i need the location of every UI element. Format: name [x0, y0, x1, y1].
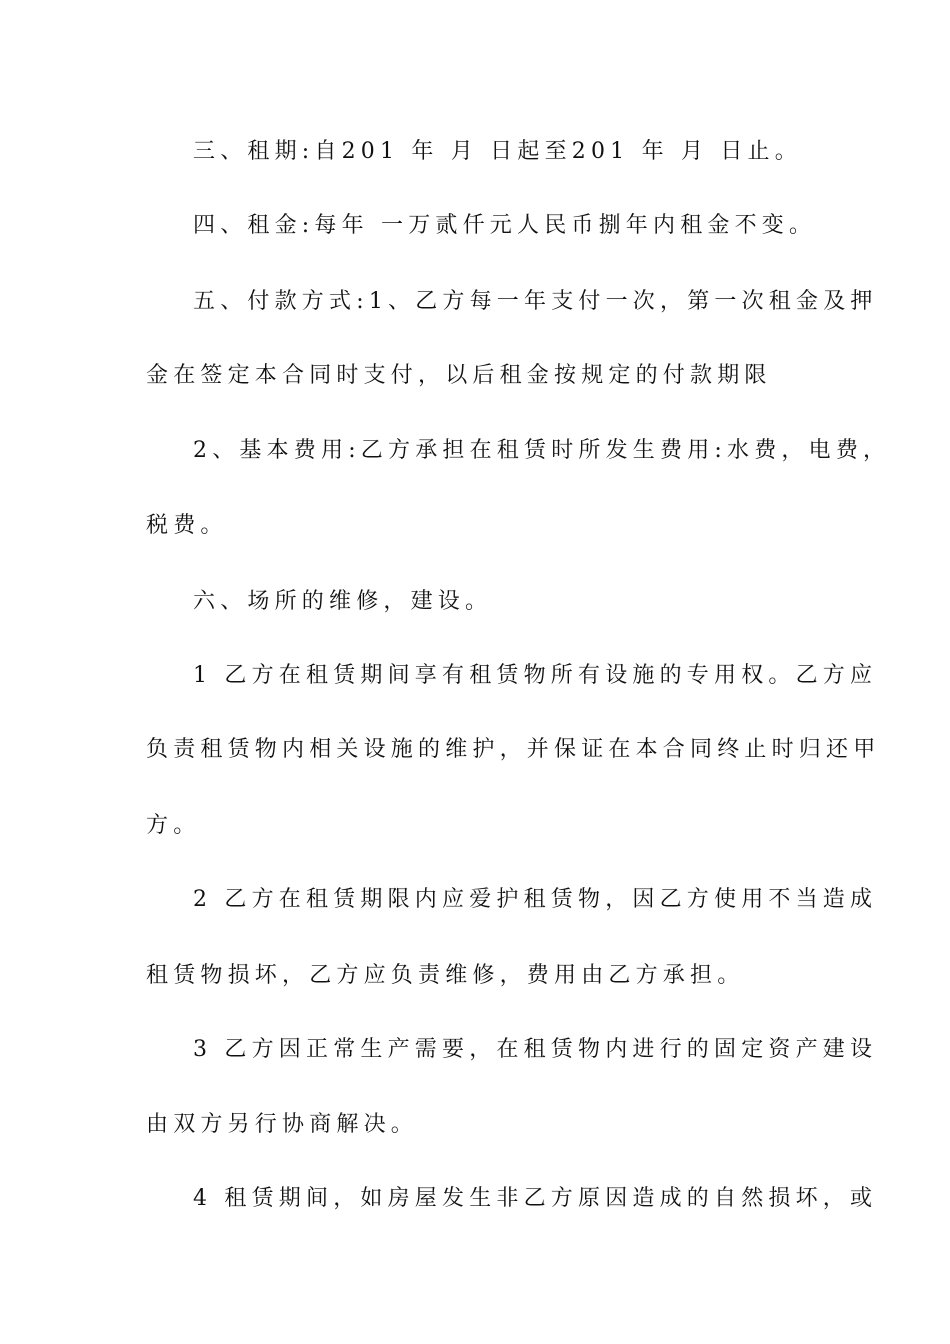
clause-6-item-1-line-1: 1 乙方在租赁期间享有租赁物所有设施的专用权。乙方应 [193, 663, 878, 688]
clause-6-item-1-line-2: 负责租赁物内相关设施的维护，并保证在本合同终止时归还甲 [146, 737, 881, 762]
clause-6-item-2-line-2: 租赁物损坏，乙方应负责维修，费用由乙方承担。 [146, 963, 745, 988]
clause-6-item-1-line-3: 方。 [146, 813, 201, 838]
clause-5-payment-line-2: 金在签定本合同时支付，以后租金按规定的付款期限 [146, 363, 772, 388]
clause-6-item-4-line-1: 4 租赁期间，如房屋发生非乙方原因造成的自然损坏，或 [193, 1186, 878, 1211]
clause-6-heading: 六、场所的维修，建设。 [193, 589, 493, 614]
clause-5-basic-fees-line-1: 2、基本费用:乙方承担在租赁时所发生费用:水费，电费， [193, 438, 891, 463]
clause-6-item-3-line-1: 3 乙方因正常生产需要，在租赁物内进行的固定资产建设 [193, 1037, 878, 1062]
clause-6-item-3-line-2: 由双方另行协商解决。 [146, 1112, 419, 1137]
clause-5-basic-fees-line-2: 税费。 [146, 513, 228, 538]
clause-4-rent: 四、租金:每年 一万贰仟元人民币捌年内租金不变。 [193, 213, 817, 238]
clause-3-lease-term: 三、租期:自201 年 月 日起至201 年 月 日止。 [193, 139, 802, 164]
clause-6-item-2-line-1: 2 乙方在租赁期限内应爱护租赁物，因乙方使用不当造成 [193, 887, 878, 912]
clause-5-payment-line-1: 五、付款方式:1、乙方每一年支付一次，第一次租金及押 [193, 289, 878, 314]
